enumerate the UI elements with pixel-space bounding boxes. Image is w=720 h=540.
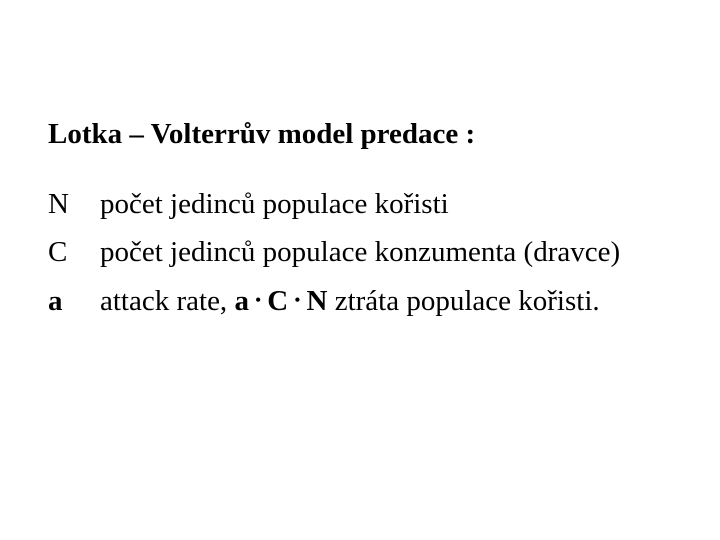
slide-title: Lotka – Volterrův model predace : [48,118,476,150]
definition-a-text: attack rate, [100,285,235,317]
definition-c-text: počet jedinců populace konzumenta (dravce) [100,236,621,268]
symbol-n: N [48,188,69,220]
definition-a-text-end: ztráta populace kořisti. [327,285,600,317]
expr-c: C [267,285,289,317]
multiply-dot-icon: • [254,290,262,310]
definitions-list [48,180,688,325]
multiply-dot-icon-2: • [294,290,301,310]
definition-n [48,180,688,228]
definition-c [48,228,688,276]
symbol-a: a [48,285,63,317]
expr-n: N [306,285,328,317]
expr-a: a [234,285,249,317]
definition-n-text: počet jedinců populace kořisti [100,188,449,220]
symbol-c: C [48,236,68,268]
definition-a [48,276,688,325]
